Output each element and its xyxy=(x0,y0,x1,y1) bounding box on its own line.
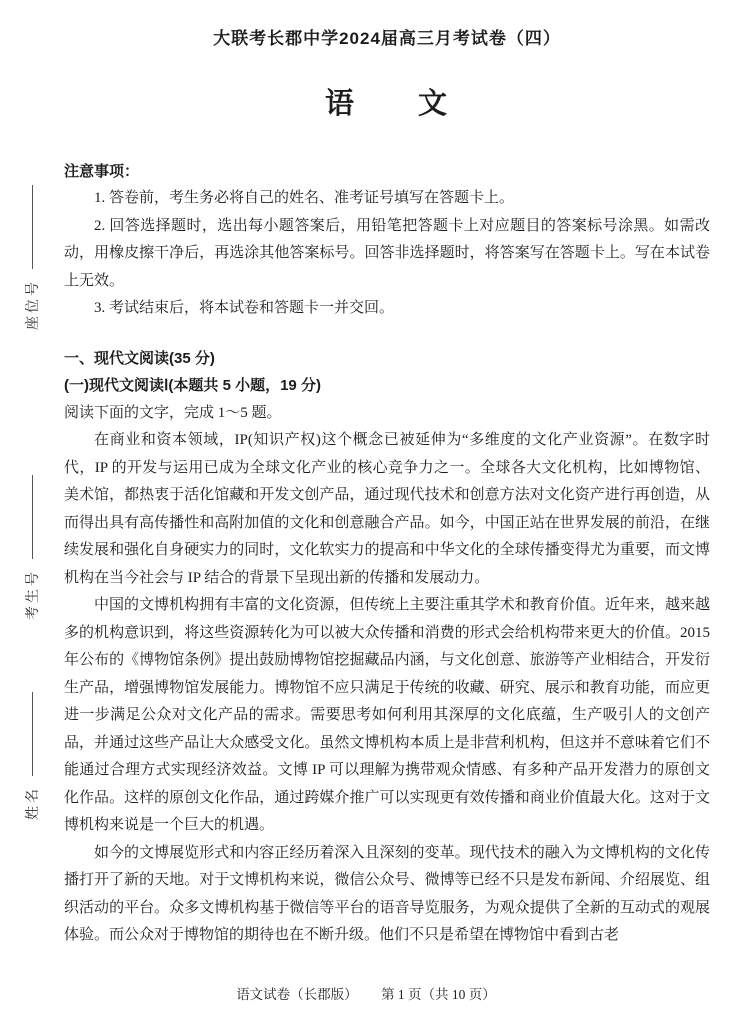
notice-item-1: 1. 答卷前，考生务必将自己的姓名、准考证号填写在答题卡上。 xyxy=(94,190,515,206)
candidate-number-label: 考生号 xyxy=(26,569,41,620)
subject-title: 语 文 xyxy=(324,88,449,120)
notice-item-2: 2. 回答选择题时，选出每小题答案后，用铅笔把答题卡上对应题目的答案标号涂黑。如需改动，用橡皮擦干净后，再选涂其他答案标号。回答非选择题时，将答案写在答题卡上。写在本试卷上无效。 xyxy=(64,217,710,289)
section-subheading: (一)现代文阅读Ⅰ(本题共 5 小题，19 分) xyxy=(64,377,321,394)
binding-margin xyxy=(0,0,60,1019)
candidate-number-field xyxy=(22,450,42,620)
name-label: 姓名 xyxy=(26,786,41,820)
exam-header-title: 大联考长郡中学2024届高三月考试卷（四） xyxy=(213,29,561,48)
name-fill-line xyxy=(32,692,33,776)
seat-number-label: 座位号 xyxy=(26,279,41,330)
section-heading: 一、现代文阅读(35 分) xyxy=(64,349,215,367)
seat-number-field xyxy=(22,160,42,330)
seat-number-fill-line xyxy=(32,185,33,269)
footer-page-number: 第 1 页（共 10 页） xyxy=(381,987,496,1002)
reading-paragraph-3: 如今的文博展览形式和内容正经历着深入且深刻的变革。现代技术的融入为文博机构的文化传播打开了新的天地。对于文博机构来说，微信公众号、微博等已经不只是发布新闻、介绍展览、组织活动的平台。众多文博机构基于微信等平台的语音导览服务，为观众提供了全新的互动式的观展体验。而公众对于博物馆的期待也在不断升级。他们不只是希望在博物馆中看到古老 xyxy=(64,844,710,943)
page-content xyxy=(64,0,710,950)
reading-paragraph-1: 在商业和资本领域，IP(知识产权)这个概念已被延伸为“多维度的文化产业资源”。在数字时代，IP 的开发与运用已成为全球文化产业的核心竞争力之一。全球各大文化机构，比如博物馆、美术馆，都热衷于活化馆藏和开发文创产品，通过现代技术和创意方法对文化资产进行再创造，从而得出具有高传播性和高附加值的文化和创意融合产品。如今，中国正站在世界发展的前沿，在继续发展和强化自身硬实力的同时，文化软实力的提高和中华文化的全球传播变得尤为重要，而文博机构在当今社会与 IP 结合的背景下呈现出新的传播和发展动力。 xyxy=(64,432,710,586)
name-field xyxy=(22,650,42,820)
reading-paragraph-2: 中国的文博机构拥有丰富的文化资源，但传统上主要注重其学术和教育价值。近年来，越来越多的机构意识到，将这些资源转化为可以被大众传播和消费的形式会给机构带来更大的价值。2015 年公布的《博物馆条例》提出鼓励博物馆挖掘藏品内涵，与文化创意、旅游等产业相结合，开发衍生产品，增强博物馆发展能力。博物馆不应只满足于传统的收藏、研究、展示和教育功能，而应更进一步满足公众对文化产品的需求。需要思考如何利用其深厚的文化底蕴，生产吸引人的文创产品，并通过这些产品让大众感受文化。虽然文博机构本质上是非营利机构，但这并不意味着它们不能通过合理方式实现经济效益。文博 IP 可以理解为携带观众情感、有多种产品开发潜力的原创文化作品。这样的原创文化作品，通过跨媒介推广可以实现更有效传播和商业价值最大化。这对于文博机构来说是一个巨大的机遇。 xyxy=(64,597,710,833)
footer-paper-name: 语文试卷（长郡版） xyxy=(236,987,358,1002)
notice-item-3: 3. 考试结束后，将本试卷和答题卡一并交回。 xyxy=(94,300,395,316)
reading-instruction: 阅读下面的文字，完成 1～5 题。 xyxy=(64,404,282,421)
candidate-number-fill-line xyxy=(32,475,33,559)
notice-heading: 注意事项： xyxy=(64,163,140,180)
page-footer xyxy=(0,983,732,1003)
